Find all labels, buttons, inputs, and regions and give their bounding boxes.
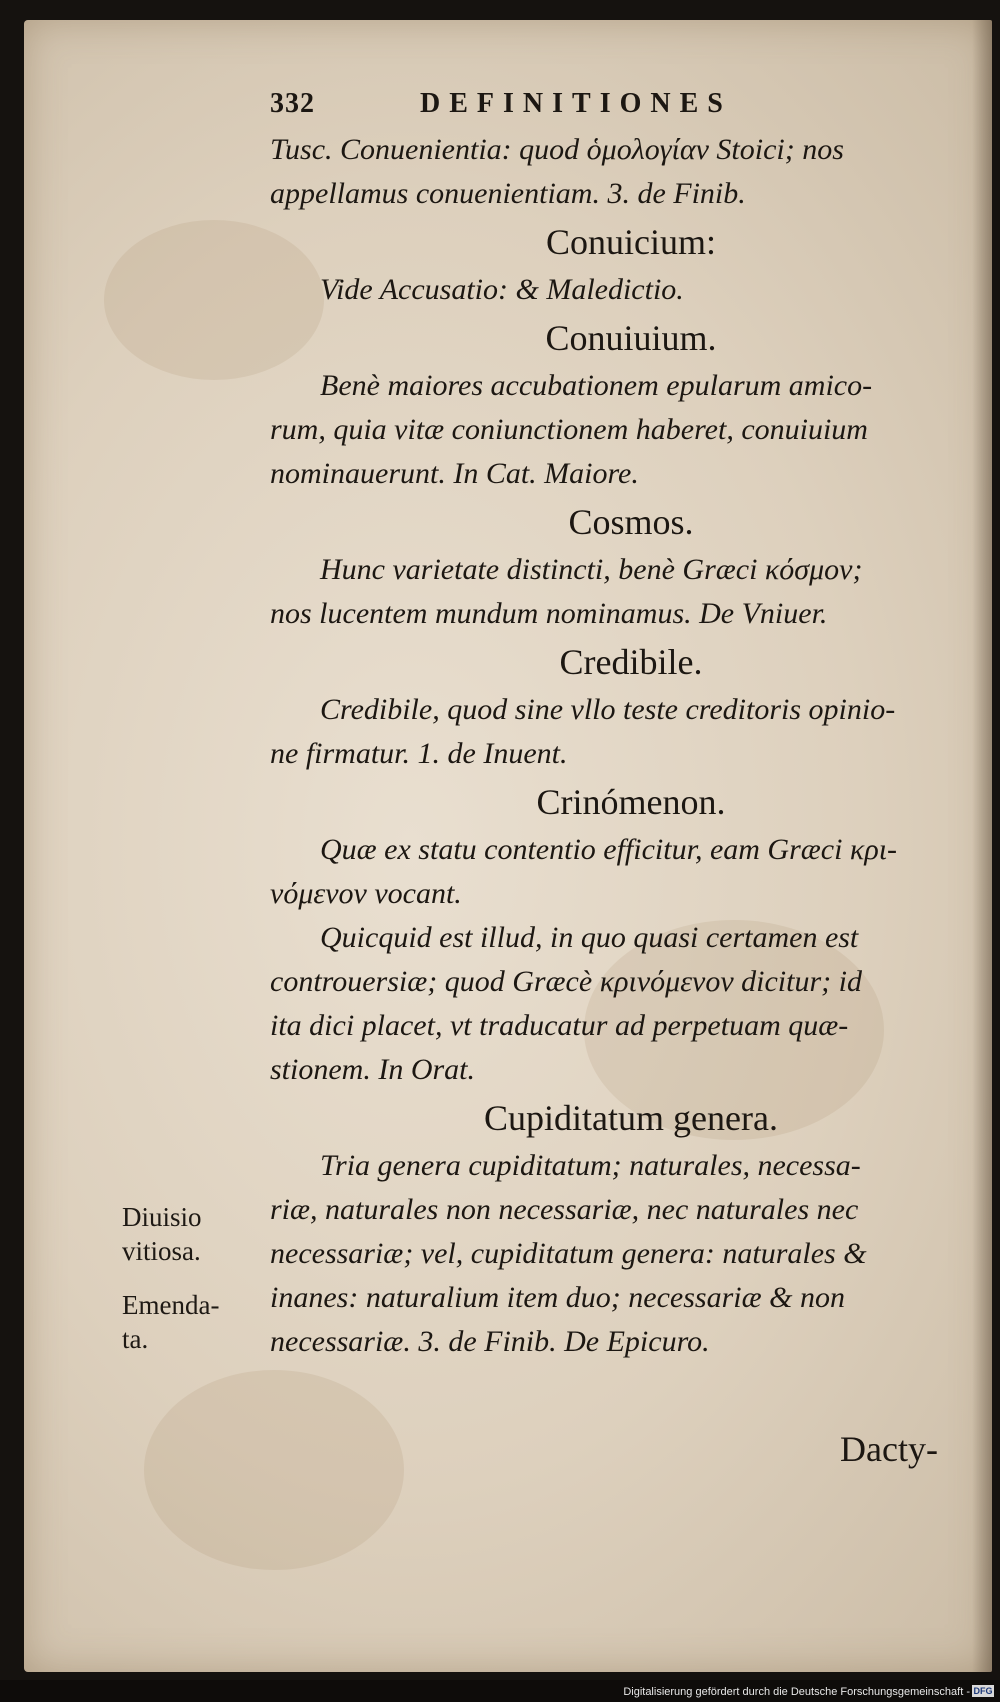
margin-note-line: ta.: [122, 1324, 149, 1354]
text-line: necessariæ; vel, cupiditatum genera: naturales &: [270, 1237, 867, 1270]
entry-heading: Cosmos.: [568, 502, 694, 542]
text-line: controuersiæ; quod Græcè κρινόμενον dicitur; id: [270, 965, 862, 998]
text-line: nominauerunt. In Cat. Maiore.: [270, 457, 639, 490]
margin-note-line: Emenda-: [122, 1290, 220, 1320]
running-title: DEFINITIONES: [420, 88, 732, 119]
text-line: Tria genera cupiditatum; naturales, necessa-: [320, 1149, 861, 1182]
margin-note-divisio: [122, 1200, 262, 1268]
page-text: [270, 88, 992, 1364]
text-line: Quicquid est illud, in quo quasi certamen est: [320, 921, 859, 954]
text-line: Quæ ex statu contentio efficitur, eam Græci κρι-: [320, 833, 898, 866]
catchword: Dacty-: [840, 1429, 938, 1469]
text-line: rum, quia vitæ coniunctionem haberet, conuiuium: [270, 413, 868, 446]
text-line: inanes: naturalium item duo; necessariæ & non: [270, 1281, 845, 1314]
entry-heading: Conuicium:: [546, 222, 716, 262]
margin-note-line: Diuisio: [122, 1202, 202, 1232]
text-line: riæ, naturales non necessariæ, nec naturales nec: [270, 1193, 859, 1226]
text-line: nos lucentem mundum nominamus. De Vniuer.: [270, 597, 828, 630]
page-number: 332: [270, 88, 315, 119]
text-line: ita dici placet, vt traducatur ad perpetuam quæ-: [270, 1009, 849, 1042]
entry-heading: Conuiuium.: [545, 318, 717, 358]
text-line: Credibile, quod sine vllo teste creditoris opinio-: [320, 693, 896, 726]
text-line: Benè maiores accubationem epularum amico-: [320, 369, 873, 402]
text-line: Vide Accusatio: & Maledictio.: [320, 273, 684, 306]
text-line: Hunc varietate distincti, benè Græci κόσμον;: [320, 553, 863, 586]
running-head: [270, 88, 992, 128]
text-line: necessariæ. 3. de Finib. De Epicuro.: [270, 1325, 710, 1358]
entry-heading: Crinómenon.: [536, 782, 726, 822]
margin-note-emendata: [122, 1288, 262, 1356]
footer-credit: Digitalisierung gefördert durch die Deutsche Forschungsgemeinschaft -: [623, 1686, 970, 1698]
entry-heading: Cupiditatum genera.: [484, 1098, 778, 1138]
text-line: appellamus conuenientiam. 3. de Finib.: [270, 177, 746, 210]
entry-heading: Credibile.: [559, 642, 703, 682]
text-line: Tusc. Conuenientia: quod ὁμολογίαν Stoici; nos: [270, 133, 844, 166]
margin-note-line: vitiosa.: [122, 1236, 201, 1266]
paper-stain: [144, 1370, 404, 1570]
text-line: νόμενον vocant.: [270, 877, 462, 910]
dfg-logo: DFG: [973, 1686, 993, 1696]
text-line: ne firmatur. 1. de Inuent.: [270, 737, 568, 770]
text-line: stionem. In Orat.: [270, 1053, 475, 1086]
